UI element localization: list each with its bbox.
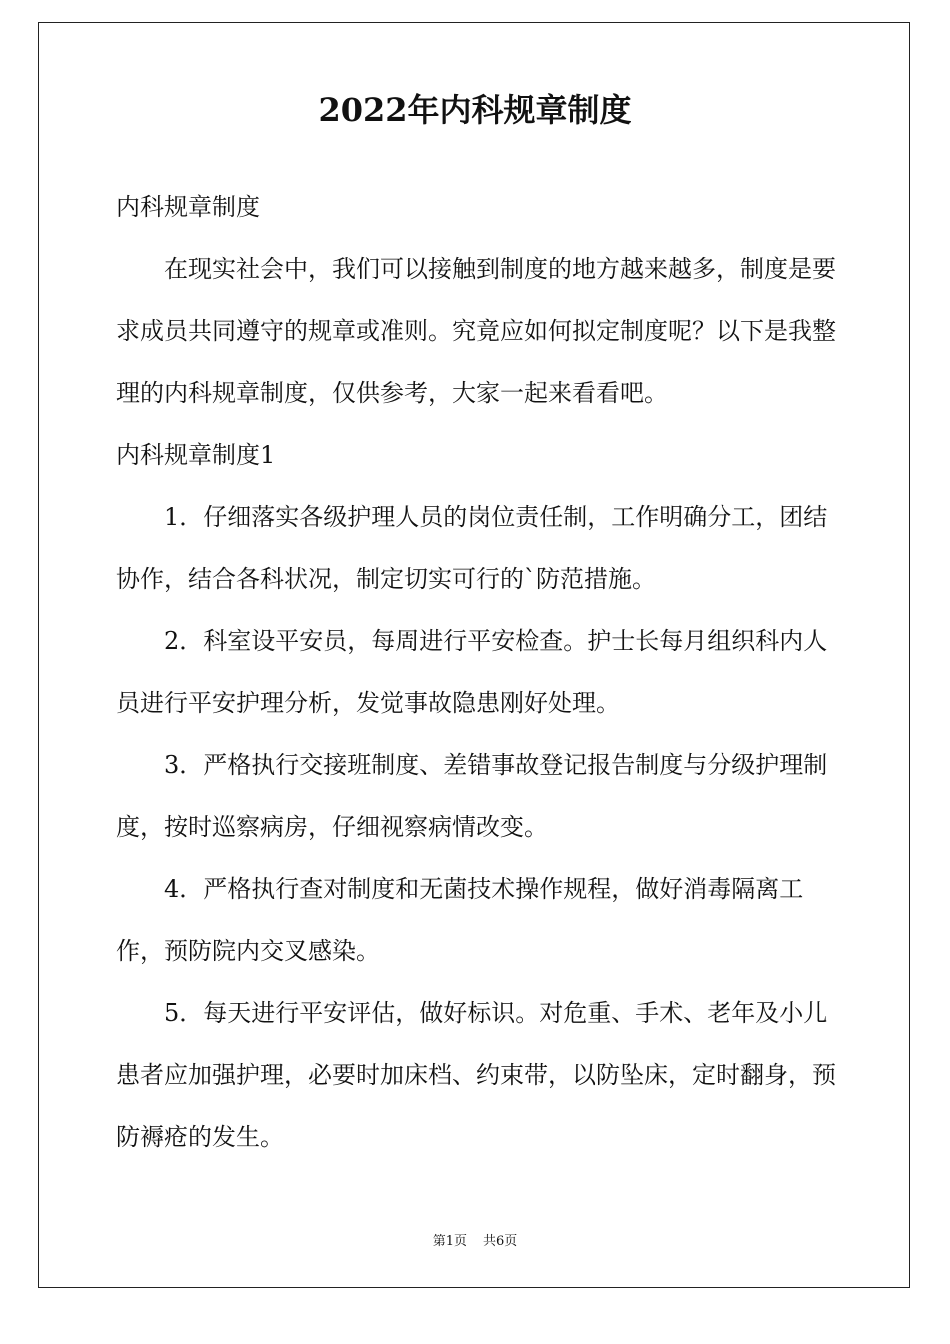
rule-item-4: 4．严格执行查对制度和无菌技术操作规程，做好消毒隔离工作，预防院内交叉感染。: [116, 875, 804, 965]
page-footer: [0, 1232, 950, 1252]
document-title: 2022年内科规章制度: [318, 91, 632, 129]
rule-item-1: 1．仔细落实各级护理人员的岗位责任制，工作明确分工，团结协作，结合各科状况，制定切实可行的`防范措施。: [116, 503, 828, 593]
intro-paragraph: 在现实社会中，我们可以接触到制度的地方越来越多，制度是要求成员共同遵守的规章或准则。究竟应如何拟定制度呢？以下是我整理的内科规章制度，仅供参考，大家一起来看看吧。: [116, 255, 836, 407]
page-count: 共6页: [483, 1234, 518, 1249]
document-body: [116, 176, 846, 1168]
rule-item-3: 3．严格执行交接班制度、差错事故登记报告制度与分级护理制度，按时巡察病房，仔细视察病情改变。: [116, 751, 828, 841]
section-heading: 内科规章制度1: [116, 441, 276, 469]
page-number: 第1页: [432, 1234, 467, 1249]
intro-heading: 内科规章制度: [116, 193, 260, 221]
rule-item-5: 5．每天进行平安评估，做好标识。对危重、手术、老年及小儿患者应加强护理，必要时加床档、约束带，以防坠床，定时翻身，预防褥疮的发生。: [116, 999, 836, 1151]
rule-item-2: 2．科室设平安员，每周进行平安检查。护士长每月组织科内人员进行平安护理分析，发觉事故隐患刚好处理。: [116, 627, 828, 717]
